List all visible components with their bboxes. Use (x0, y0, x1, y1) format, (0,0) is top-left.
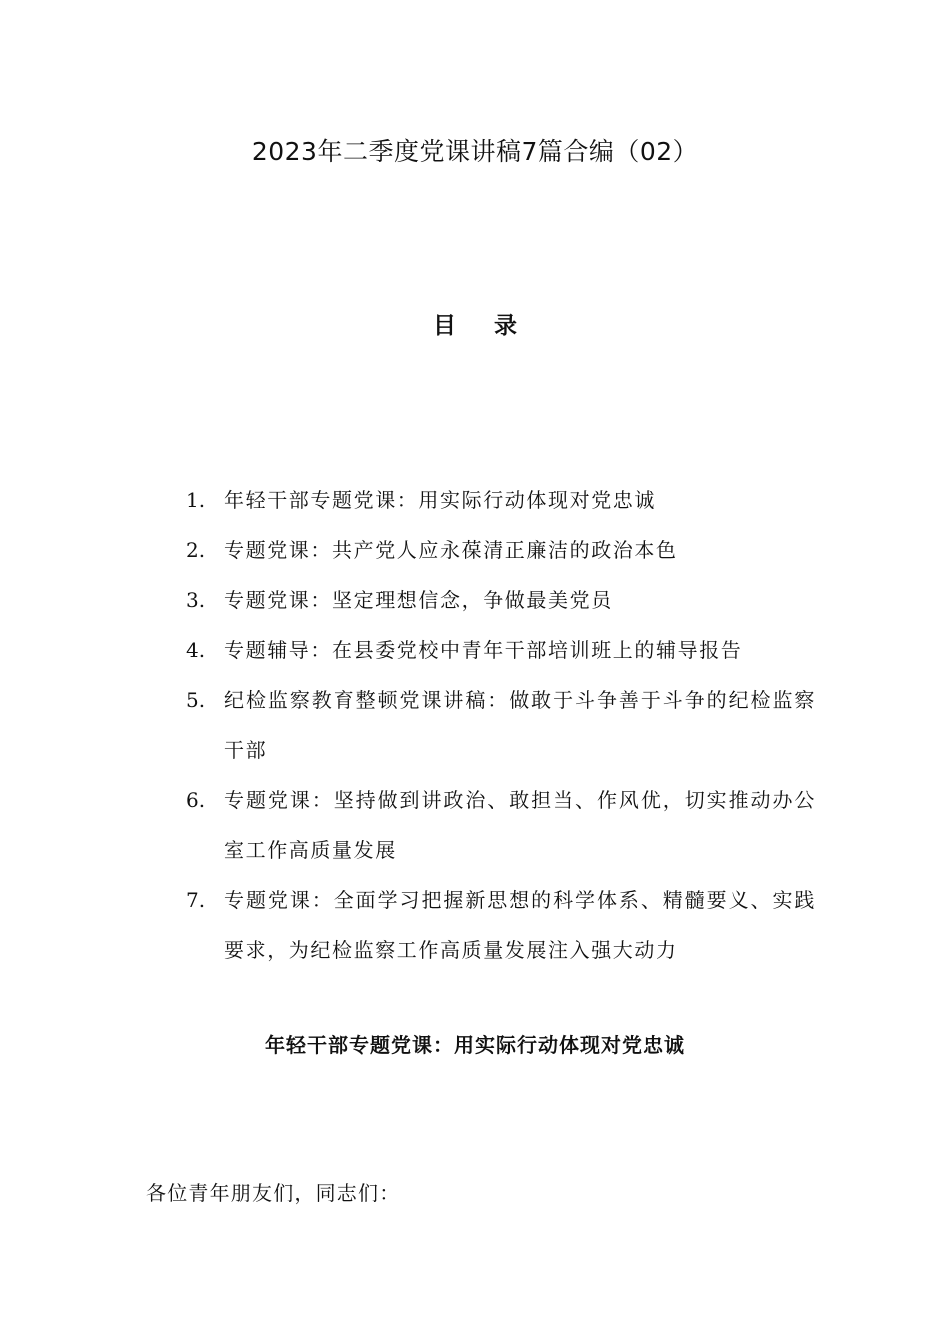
toc-item-1 (186, 475, 816, 525)
toc-item-number: 6. (186, 788, 206, 812)
document-title: 2023年二季度党课讲稿7篇合编（02） (251, 137, 699, 166)
toc-heading: 目录 (433, 313, 555, 339)
toc-item-number: 2. (186, 538, 206, 562)
toc-item-text: 专题党课：坚持做到讲政治、敢担当、作风优，切实推动办公室工作高质量发展 (224, 788, 816, 862)
toc-item-number: 3. (186, 588, 206, 612)
toc-item-text: 专题党课：全面学习把握新思想的科学体系、精髓要义、实践要求，为纪检监察工作高质量发展注入强大动力 (224, 888, 816, 962)
toc-item-number: 4. (186, 638, 206, 662)
toc-item-text: 专题党课：坚定理想信念，争做最美党员 (224, 588, 613, 612)
toc-item-5 (186, 675, 816, 775)
toc-item-6 (186, 775, 816, 875)
table-of-contents (186, 475, 816, 975)
toc-item-number: 5. (186, 688, 206, 712)
section-title: 年轻干部专题党课：用实际行动体现对党忠诚 (265, 1033, 685, 1057)
toc-item-text: 专题党课：共产党人应永葆清正廉洁的政治本色 (224, 538, 678, 562)
toc-item-text: 年轻干部专题党课：用实际行动体现对党忠诚 (224, 488, 656, 512)
toc-item-text: 纪检监察教育整顿党课讲稿：做敢于斗争善于斗争的纪检监察干部 (224, 688, 816, 762)
toc-item-7 (186, 875, 816, 975)
salutation-paragraph: 各位青年朋友们，同志们： (146, 1181, 401, 1205)
toc-item-text: 专题辅导：在县委党校中青年干部培训班上的辅导报告 (224, 638, 743, 662)
toc-item-2 (186, 525, 816, 575)
toc-item-3 (186, 575, 816, 625)
toc-item-4 (186, 625, 816, 675)
toc-item-number: 1. (186, 488, 206, 512)
toc-item-number: 7. (186, 888, 206, 912)
